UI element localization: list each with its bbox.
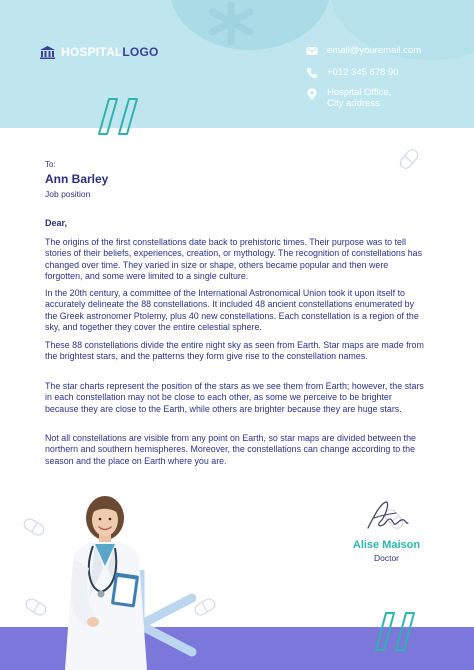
address-text [327, 87, 391, 109]
letterhead-header [0, 0, 474, 128]
address-line-1: Hospital Office, [327, 87, 392, 98]
phone-text: +012 345 678 90 [327, 67, 399, 78]
logo-word-hospital: HOSPITAL [61, 45, 123, 59]
greeting: Dear, [45, 218, 68, 228]
slash-decoration [95, 98, 147, 136]
signer-role: Doctor [373, 553, 400, 563]
asterisk-decoration [200, 2, 262, 46]
pill-decoration [397, 147, 420, 172]
pill-decoration [21, 516, 46, 537]
address-line-2: City address [327, 98, 380, 109]
signer-name: Alise Maison [352, 539, 421, 551]
doctor-photo [55, 488, 165, 670]
letter-paragraph: These 88 constellations divide the entire night sky as seen from Earth. Star maps are made from the brightest stars, and the patterns they form give rise to the constellation names. [45, 340, 424, 362]
letter-paragraph: Not all constellations are visible from any point on Earth, so star maps are divided between the northern and southern hemispheres. Moreover, the constellations can change according to the season and the place on Earth where you are. [45, 433, 416, 466]
letter-paragraph: The origins of the first constellations date back to prehistoric times. Their purpose was to tell stories of their beliefs, experiences, creation, or mythology. The recognition of constellations has changed over time. They varied in size or shape, others became popular and then were forgotten, and some were limited to a single culture. [45, 237, 423, 281]
email-text: email@youremail.com [327, 45, 422, 56]
letter-paragraph: In the 20th century, a committee of the International Astronomical Union took it upon itself to accurately delineate the 88 constellations. It included 48 ancient constellations enumerated by the Greek astronomer Ptolemy, plus 40 new constellations. Each constellation is a region of the sky, and together they cover the entire celestial sphere. [45, 288, 419, 332]
to-label: To: [45, 160, 56, 169]
contact-phone [306, 67, 399, 79]
signature-drawing [364, 498, 410, 534]
recipient-name: Ann Barley [45, 172, 109, 186]
letter-paragraph: The star charts represent the position of the stars as we see them from Earth; however, the stars in each constellation may not be close to each other, as some we perceive to be brighter because they are close to the Earth, while others are brighter because they are huge stars. [45, 381, 424, 414]
envelope-icon [306, 45, 318, 57]
phone-icon [306, 67, 318, 79]
location-pin-icon [306, 87, 318, 101]
recipient-position: Job position [45, 189, 91, 199]
pill-decoration [23, 596, 48, 617]
logo-word-logo: LOGO [122, 45, 159, 59]
slash-decoration [372, 612, 424, 652]
contact-email [306, 45, 421, 57]
hospital-logo [40, 45, 159, 59]
contact-address [306, 87, 391, 109]
hospital-building-icon [40, 46, 55, 59]
